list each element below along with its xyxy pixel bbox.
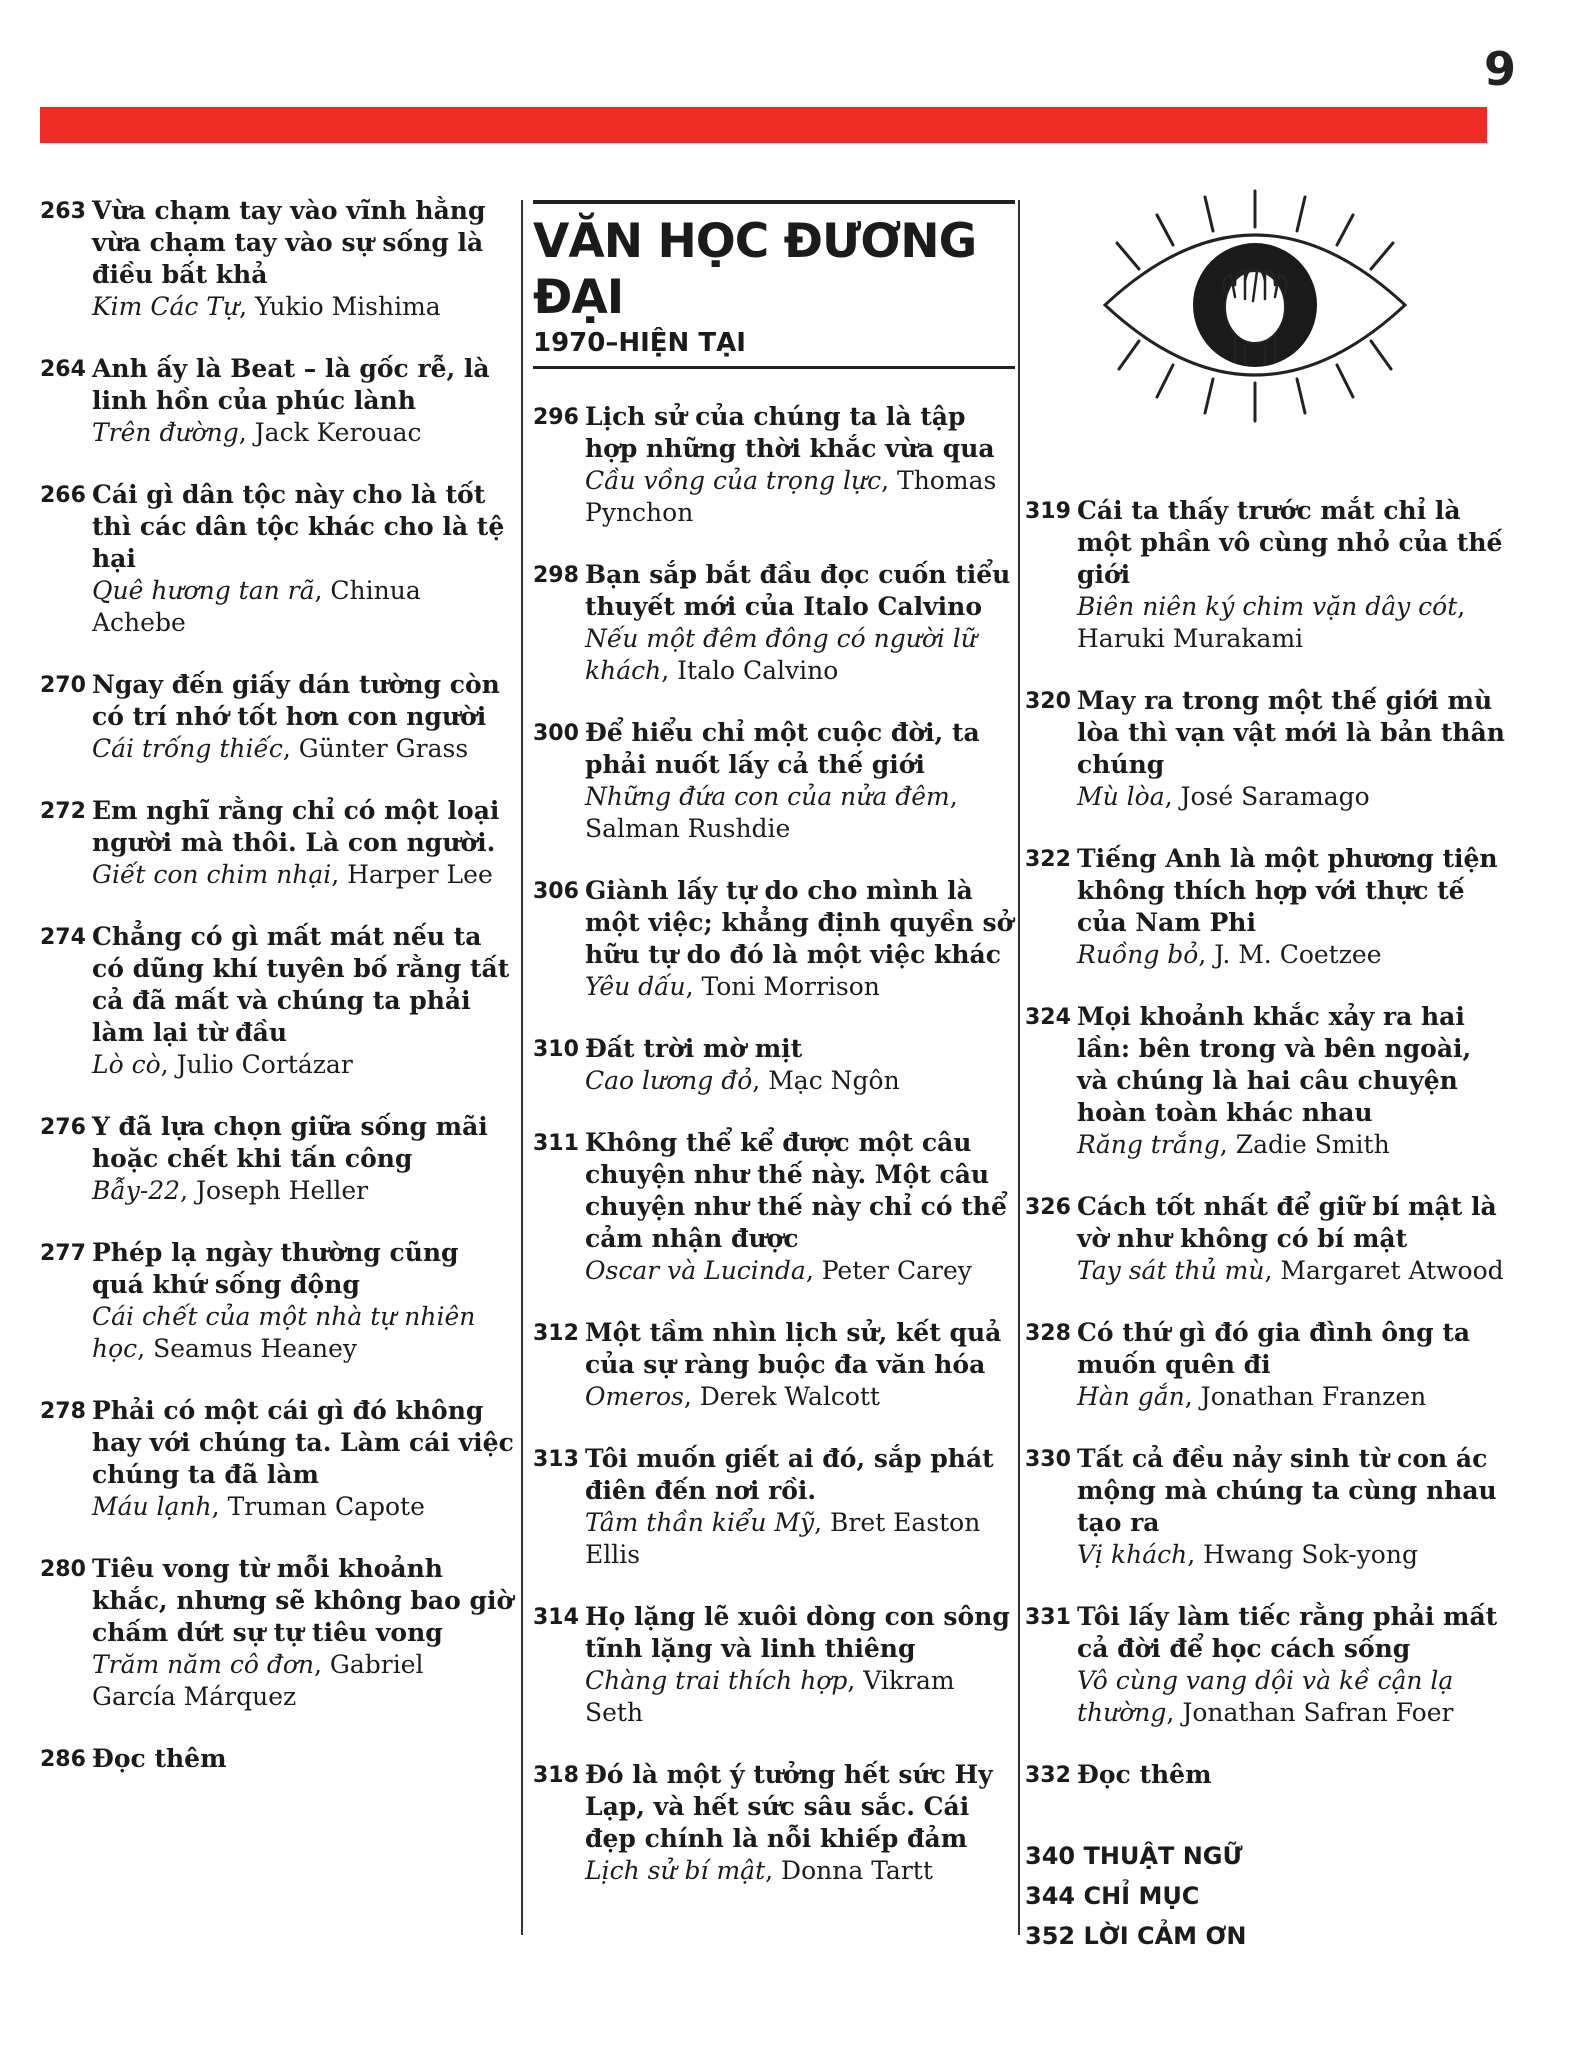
book-author: Margaret Atwood	[1280, 1256, 1504, 1285]
page-ref-number: 310	[533, 1037, 579, 1062]
toc-entry	[40, 1743, 515, 1775]
book-title: Hàn gắn	[1077, 1382, 1185, 1411]
separator: ,	[752, 1066, 769, 1095]
book-title: Oscar và Lucinda	[585, 1256, 806, 1285]
chapter-title: Phải có một cái gì đó không hay với chúng ta. Làm cái việc chúng ta đã làm	[92, 1396, 514, 1489]
page-ref-number: 306	[533, 879, 579, 904]
chapter-title: Cái ta thấy trước mắt chỉ là một phần vô cùng nhỏ của thế giới	[1077, 496, 1503, 589]
toc-entry-body	[585, 1127, 1015, 1287]
separator: ,	[331, 860, 348, 889]
book-source	[1077, 1381, 1505, 1413]
book-source	[585, 465, 1015, 529]
book-title: Những đứa con của nửa đêm	[585, 782, 950, 811]
book-author: Hwang Sok-yong	[1203, 1540, 1418, 1569]
toc-entry-body	[585, 1317, 1015, 1413]
column-divider	[1018, 200, 1020, 1935]
toc-entry-body	[92, 479, 515, 639]
book-source	[585, 623, 1015, 687]
book-source	[92, 733, 515, 765]
chapter-title: Vừa chạm tay vào vĩnh hằng vừa chạm tay vào sự sống là điều bất khả	[92, 196, 486, 289]
toc-entry	[533, 1759, 1015, 1887]
book-title: Cái trống thiếc	[92, 734, 283, 763]
toc-entry	[533, 1317, 1015, 1413]
separator: ,	[211, 1492, 228, 1521]
toc-list	[533, 401, 1015, 1887]
page-ref-number: 298	[533, 563, 579, 588]
toc-entry-body	[1077, 1317, 1505, 1413]
toc-entry-body	[92, 1395, 515, 1523]
book-title: Cái chết của một nhà tự nhiên học	[92, 1302, 476, 1363]
separator: ,	[805, 1256, 822, 1285]
chapter-title: Họ lặng lẽ xuôi dòng con sông tĩnh lặng và linh thiêng	[585, 1602, 1010, 1663]
eye-covering-face-icon	[1085, 185, 1425, 455]
toc-entry-body	[585, 401, 1015, 529]
chapter-title: Đọc thêm	[92, 1744, 227, 1773]
toc-entry	[40, 1111, 515, 1207]
book-title: Chàng trai thích hợp	[585, 1666, 848, 1695]
toc-entry-body	[585, 875, 1015, 1003]
toc-entry	[533, 1443, 1015, 1571]
page-ref-number: 326	[1025, 1195, 1071, 1220]
toc-entry-body	[1077, 495, 1505, 655]
toc-entry	[533, 1033, 1015, 1097]
chapter-title: Bạn sắp bắt đầu đọc cuốn tiểu thuyết mới của Italo Calvino	[585, 560, 1011, 621]
separator: ,	[683, 1382, 700, 1411]
chapter-title: Y đã lựa chọn giữa sống mãi hoặc chết khi tấn công	[92, 1112, 488, 1173]
page-ref-number: 270	[40, 673, 86, 698]
toc-entry	[533, 1601, 1015, 1729]
separator: ,	[282, 734, 299, 763]
book-source	[1077, 1665, 1505, 1729]
book-author: Harper Lee	[347, 860, 493, 889]
toc-entry	[1025, 1001, 1505, 1161]
separator: ,	[180, 1176, 196, 1205]
toc-entry	[1025, 1759, 1505, 1791]
toc-entry-body	[585, 717, 1015, 845]
toc-entry	[40, 795, 515, 891]
book-title: Tay sát thủ mù	[1077, 1256, 1265, 1285]
chapter-title: Phép lạ ngày thường cũng quá khứ sống động	[92, 1238, 459, 1299]
page-ref-number: 274	[40, 925, 86, 950]
page-ref-number: 280	[40, 1557, 86, 1582]
book-author: Bret Easton Ellis	[585, 1508, 981, 1569]
book-author: Truman Capote	[227, 1492, 425, 1521]
separator: ,	[160, 1050, 177, 1079]
book-title: Trên đường	[92, 418, 239, 447]
toc-entry-body	[585, 1759, 1015, 1887]
back-matter	[1025, 1836, 1505, 1956]
separator: ,	[1184, 1382, 1201, 1411]
book-source	[92, 859, 515, 891]
book-title: Cầu vồng của trọng lực	[585, 466, 882, 495]
toc-entry	[533, 401, 1015, 529]
book-author: Jonathan Franzen	[1200, 1382, 1427, 1411]
book-title: Lò cò	[92, 1050, 161, 1079]
book-author: Joseph Heller	[195, 1176, 369, 1205]
toc-list	[1025, 495, 1505, 1791]
book-title: Trăm năm cô đơn	[92, 1650, 314, 1679]
toc-entry-body	[585, 1601, 1015, 1729]
book-author: Günter Grass	[298, 734, 469, 763]
toc-entry-body	[585, 1443, 1015, 1571]
toc-list	[40, 195, 515, 1775]
chapter-title: Em nghĩ rằng chỉ có một loại người mà thôi. Là con người.	[92, 796, 500, 857]
book-source	[1077, 591, 1505, 655]
chapter-title: Lịch sử của chúng ta là tập hợp những thời khắc vừa qua	[585, 402, 995, 463]
book-source	[92, 1049, 515, 1081]
book-title: Vị khách	[1077, 1540, 1188, 1569]
page-ref-number: 314	[533, 1605, 579, 1630]
page-number: 9	[1483, 42, 1516, 96]
page-ref-number: 324	[1025, 1005, 1071, 1030]
toc-entry-body	[1077, 843, 1505, 971]
toc-entry	[40, 921, 515, 1081]
toc-entry	[40, 1237, 515, 1365]
separator: ,	[1187, 1540, 1204, 1569]
toc-entry-body	[92, 1553, 515, 1713]
chapter-title: Cái gì dân tộc này cho là tốt thì các dân tộc khác cho là tệ hại	[92, 480, 505, 573]
section-title: VĂN HỌC ĐƯƠNG ĐẠI	[533, 214, 977, 325]
book-title: Yêu dấu	[585, 972, 686, 1001]
chapter-title: Có thứ gì đó gia đình ông ta muốn quên đi	[1077, 1318, 1471, 1379]
toc-entry	[40, 1553, 515, 1713]
toc-entry-body	[1077, 685, 1505, 813]
book-title: Lịch sử bí mật	[585, 1856, 766, 1885]
section-subtitle: 1970–HIỆN TẠI	[533, 328, 746, 358]
toc-column-3	[1025, 195, 1505, 1956]
toc-entry-body	[1077, 1759, 1505, 1791]
book-title: Giết con chim nhại	[92, 860, 332, 889]
toc-entry-body	[92, 669, 515, 765]
page-ref-number: 313	[533, 1447, 579, 1472]
separator: ,	[238, 418, 255, 447]
book-author: Julio Cortázar	[176, 1050, 353, 1079]
toc-entry	[533, 1127, 1015, 1287]
separator: ,	[314, 1650, 330, 1679]
book-title: Mù lòa	[1077, 782, 1165, 811]
toc-column-1	[40, 195, 515, 1805]
book-author: Haruki Murakami	[1077, 624, 1304, 653]
toc-entry-body	[1077, 1601, 1505, 1729]
page-ref-number: 286	[40, 1747, 86, 1772]
book-author: José Saramago	[1180, 782, 1370, 811]
eye-illustration	[1025, 195, 1505, 495]
book-author: Zadie Smith	[1235, 1130, 1390, 1159]
book-source	[1077, 1255, 1505, 1287]
book-title: Kim Các Tự	[92, 292, 240, 321]
toc-entry-body	[585, 559, 1015, 687]
page-ref-number: 272	[40, 799, 86, 824]
book-author: Gabriel García Márquez	[92, 1650, 424, 1711]
book-source	[92, 575, 515, 639]
toc-entry-body	[1077, 1191, 1505, 1287]
book-source	[1077, 939, 1505, 971]
toc-entry	[533, 559, 1015, 687]
page-ref-number: 300	[533, 721, 579, 746]
book-author: Toni Morrison	[701, 972, 880, 1001]
toc-entry	[40, 1395, 515, 1523]
toc-entry	[1025, 495, 1505, 655]
book-title: Ruồng bỏ	[1077, 940, 1199, 969]
toc-entry	[1025, 1191, 1505, 1287]
book-source	[585, 1507, 1015, 1571]
chapter-title: Giành lấy tự do cho mình là một việc; khẳng định quyền sở hữu tự do đó là một việc khác	[585, 876, 1014, 969]
book-source	[92, 1491, 515, 1523]
book-source	[92, 417, 515, 449]
book-source	[1077, 1129, 1505, 1161]
back-matter-item: 340 THUẬT NGỮ	[1025, 1842, 1243, 1870]
book-source	[92, 1301, 515, 1365]
book-source	[92, 1649, 515, 1713]
separator: ,	[1166, 1698, 1183, 1727]
separator: ,	[1264, 1256, 1281, 1285]
page-ref-number: 278	[40, 1399, 86, 1424]
page-ref-number: 319	[1025, 499, 1071, 524]
chapter-title: Để hiểu chỉ một cuộc đời, ta phải nuốt lấy cả thế giới	[585, 718, 980, 779]
section-header	[533, 200, 1015, 369]
chapter-title: Tiêu vong từ mỗi khoảnh khắc, nhưng sẽ không bao giờ chấm dứt sự tự tiêu vong	[92, 1554, 514, 1647]
page-ref-number: 318	[533, 1763, 579, 1788]
book-title: Omeros	[585, 1382, 684, 1411]
toc-entry-body	[1077, 1443, 1505, 1571]
toc-entry-body	[1077, 1001, 1505, 1161]
toc-entry-body	[585, 1033, 1015, 1097]
book-author: Thomas Pynchon	[585, 466, 997, 527]
book-author: Salman Rushdie	[585, 814, 791, 843]
toc-entry	[533, 875, 1015, 1003]
toc-entry-body	[92, 1237, 515, 1365]
page-ref-number: 276	[40, 1115, 86, 1140]
chapter-title: Tôi lấy làm tiếc rằng phải mất cả đời để học cách sống	[1077, 1602, 1498, 1663]
book-title: Nếu một đêm đông có người lữ khách	[585, 624, 977, 685]
chapter-title: May ra trong một thế giới mù lòa thì vạn vật mới là bản thân chúng	[1077, 686, 1505, 779]
page-ref-number: 331	[1025, 1605, 1071, 1630]
book-source	[585, 1855, 1015, 1887]
page-ref-number: 296	[533, 405, 579, 430]
chapter-title: Tiếng Anh là một phương tiện không thích hợp với thực tế của Nam Phi	[1077, 844, 1498, 937]
book-source	[1077, 1539, 1505, 1571]
toc-entry	[1025, 1317, 1505, 1413]
book-title: Bẫy-22	[92, 1176, 181, 1205]
book-title: Máu lạnh	[92, 1492, 212, 1521]
page-ref-number: 330	[1025, 1447, 1071, 1472]
separator: ,	[661, 656, 678, 685]
section-bottom-rule	[533, 366, 1015, 369]
chapter-title: Tôi muốn giết ai đó, sắp phát điên đến nơi rồi.	[585, 1444, 994, 1505]
book-title: Răng trắng	[1077, 1130, 1220, 1159]
chapter-title: Đó là một ý tưởng hết sức Hy Lạp, và hết sức sâu sắc. Cái đẹp chính là nỗi khiếp đảm	[585, 1760, 993, 1853]
page-ref-number: 328	[1025, 1321, 1071, 1346]
page-ref-number: 277	[40, 1241, 86, 1266]
chapter-title: Không thể kể được một câu chuyện như thế này. Một câu chuyện như thế này chỉ có thể cảm nhận được	[585, 1128, 1007, 1253]
book-source	[585, 971, 1015, 1003]
separator: ,	[239, 292, 255, 321]
toc-entry-body	[92, 1743, 515, 1775]
toc-entry	[1025, 1601, 1505, 1729]
toc-entry	[1025, 1443, 1505, 1571]
chapter-title: Anh ấy là Beat – là gốc rễ, là linh hồn của phúc lành	[92, 354, 490, 415]
header-red-bar	[40, 107, 1487, 143]
toc-entry	[1025, 685, 1505, 813]
toc-entry-body	[92, 795, 515, 891]
separator: ,	[1457, 592, 1466, 621]
separator: ,	[949, 782, 958, 811]
separator: ,	[314, 576, 331, 605]
book-author: Italo Calvino	[677, 656, 839, 685]
book-author: J. M. Coetzee	[1214, 940, 1382, 969]
book-title: Vô cùng vang dội và kề cận lạ thường	[1077, 1666, 1454, 1727]
separator: ,	[881, 466, 898, 495]
book-author: Mạc Ngôn	[768, 1066, 900, 1095]
book-author: Peter Carey	[821, 1256, 972, 1285]
toc-entry	[40, 669, 515, 765]
chapter-title: Chẳng có gì mất mát nếu ta có dũng khí tuyên bố rằng tất cả đã mất và chúng ta phải làm lại từ đầu	[92, 922, 510, 1047]
separator: ,	[765, 1856, 782, 1885]
page-ref-number: 311	[533, 1131, 579, 1156]
page-ref-number: 332	[1025, 1763, 1071, 1788]
separator: ,	[847, 1666, 864, 1695]
chapter-title: Tất cả đều nảy sinh từ con ác mộng mà chúng ta cùng nhau tạo ra	[1077, 1444, 1497, 1537]
toc-entry-body	[92, 195, 515, 323]
toc-entry-body	[92, 353, 515, 449]
toc-entry	[1025, 843, 1505, 971]
book-source	[1077, 781, 1505, 813]
book-source	[585, 1381, 1015, 1413]
book-author: Derek Walcott	[699, 1382, 880, 1411]
page-ref-number: 312	[533, 1321, 579, 1346]
section-top-rule	[533, 200, 1015, 204]
book-source	[92, 291, 515, 323]
chapter-title: Đọc thêm	[1077, 1760, 1212, 1789]
toc-entry-body	[92, 921, 515, 1081]
book-source	[585, 1255, 1015, 1287]
toc-entry	[40, 479, 515, 639]
page-ref-number: 263	[40, 199, 86, 224]
book-source	[92, 1175, 515, 1207]
chapter-title: Mọi khoảnh khắc xảy ra hai lần: bên trong và bên ngoài, và chúng là hai câu chuyện hoàn toàn khác nhau	[1077, 1002, 1472, 1127]
book-source	[585, 1065, 1015, 1097]
book-author: Jonathan Safran Foer	[1182, 1698, 1454, 1727]
chapter-title: Ngay đến giấy dán tường còn có trí nhớ tốt hơn con người	[92, 670, 500, 731]
page-ref-number: 320	[1025, 689, 1071, 714]
back-matter-item: 352 LỜI CẢM ƠN	[1025, 1922, 1247, 1950]
book-author: Vikram Seth	[585, 1666, 955, 1727]
toc-entry	[40, 195, 515, 323]
separator: ,	[137, 1334, 154, 1363]
book-title: Quê hương tan rã	[92, 576, 315, 605]
book-author: Chinua Achebe	[92, 576, 421, 637]
book-title: Cao lương đỏ	[585, 1066, 753, 1095]
book-author: Donna Tartt	[781, 1856, 933, 1885]
separator: ,	[685, 972, 702, 1001]
chapter-title: Cách tốt nhất để giữ bí mật là vờ như không có bí mật	[1077, 1192, 1497, 1253]
book-author: Seamus Heaney	[153, 1334, 357, 1363]
book-title: Biên niên ký chim vặn dây cót	[1077, 592, 1458, 621]
toc-entry-body	[92, 1111, 515, 1207]
toc-entry	[40, 353, 515, 449]
chapter-title: Một tầm nhìn lịch sử, kết quả của sự ràng buộc đa văn hóa	[585, 1318, 1002, 1379]
back-matter-item: 344 CHỈ MỤC	[1025, 1882, 1200, 1910]
book-source	[585, 1665, 1015, 1729]
book-title: Tâm thần kiểu Mỹ	[585, 1508, 815, 1537]
page-ref-number: 266	[40, 483, 86, 508]
book-author: Yukio Mishima	[255, 292, 441, 321]
separator: ,	[1198, 940, 1215, 969]
chapter-title: Đất trời mờ mịt	[585, 1034, 803, 1063]
book-source	[585, 781, 1015, 845]
book-author: Jack Kerouac	[254, 418, 422, 447]
separator: ,	[1219, 1130, 1236, 1159]
page-ref-number: 264	[40, 357, 86, 382]
separator: ,	[1164, 782, 1181, 811]
toc-column-2	[533, 195, 1015, 1917]
page-ref-number: 322	[1025, 847, 1071, 872]
separator: ,	[814, 1508, 831, 1537]
toc-entry	[533, 717, 1015, 845]
column-divider	[521, 200, 523, 1935]
